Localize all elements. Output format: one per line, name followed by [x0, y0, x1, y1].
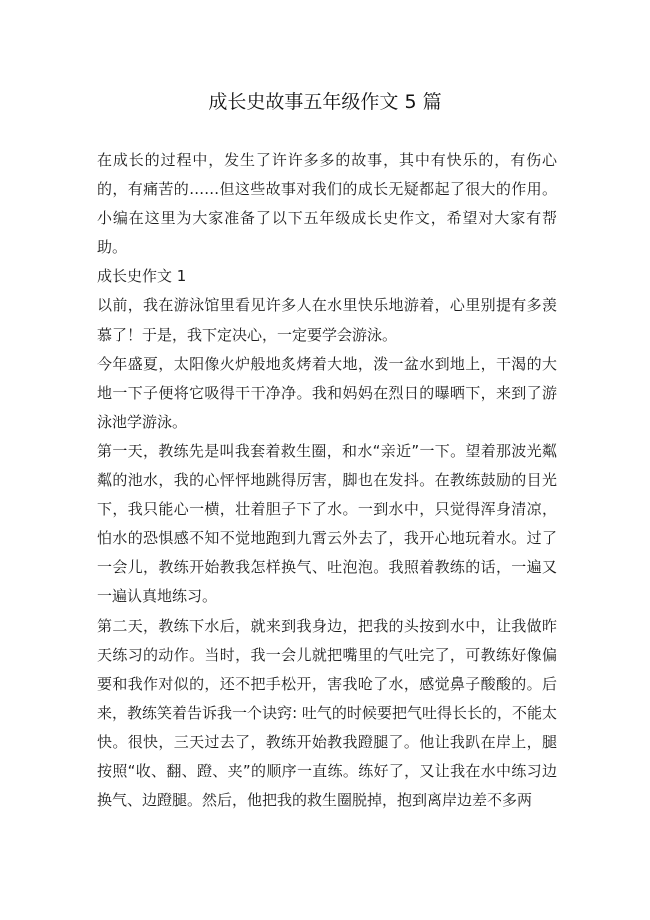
section-heading: 成长史作文 1 — [97, 267, 187, 286]
paragraph-intro: 在成长的过程中，发生了许许多多的故事，其中有快乐的，有伤心的，有痛苦的……但这些故事对我们的成长无疑都起了很大的作用。小编在这里为大家准备了以下五年级成长史作文，希望对大家有帮助。 — [97, 151, 557, 257]
document-body — [97, 146, 557, 815]
document-title: 成长史故事五年级作文 5 篇 — [208, 91, 442, 113]
paragraph: 以前，我在游泳馆里看见许多人在水里快乐地游着，心里别提有多羡慕了！于是，我下定决心，一定要学会游泳。 — [97, 296, 557, 344]
paragraph: 今年盛夏，太阳像火炉般地炙烤着大地，泼一盆水到地上，干渴的大地一下子便将它吸得干干净净。我和妈妈在烈日的曝晒下，来到了游泳池学游泳。 — [97, 354, 557, 431]
paragraph: 第二天，教练下水后，就来到我身边，把我的头按到水中，让我做昨天练习的动作。当时，我一会儿就把嘴里的气吐完了，可教练好像偏要和我作对似的，还不把手松开，害我呛了水，感觉鼻子酸酸的。后来，教练笑着告诉我一个诀窍: 吐气的时候要把气吐得长长的，不能太快。很快，三天过去了，教练开始教我蹬腿了。他让我趴在岸上，腿按照“收、翻、蹬、夹”的顺序一直练。练好了，又让我在水中练习边换气、边蹬腿。然后，他把我的救生圈脱掉，抱到离岸边差不多两 — [97, 616, 557, 810]
paragraph: 第一天，教练先是叫我套着救生圈，和水“亲近”一下。望着那波光粼粼的池水，我的心怦怦地跳得厉害，脚也在发抖。在教练鼓励的目光下，我只能心一横，壮着胆子下了水。一到水中，只觉得浑身清凉，怕水的恐惧感不知不觉地跑到九霄云外去了，我开心地玩着水。过了一会儿，教练开始教我怎样换气、吐泡泡。我照着教练的话，一遍又一遍认真地练习。 — [97, 441, 557, 606]
